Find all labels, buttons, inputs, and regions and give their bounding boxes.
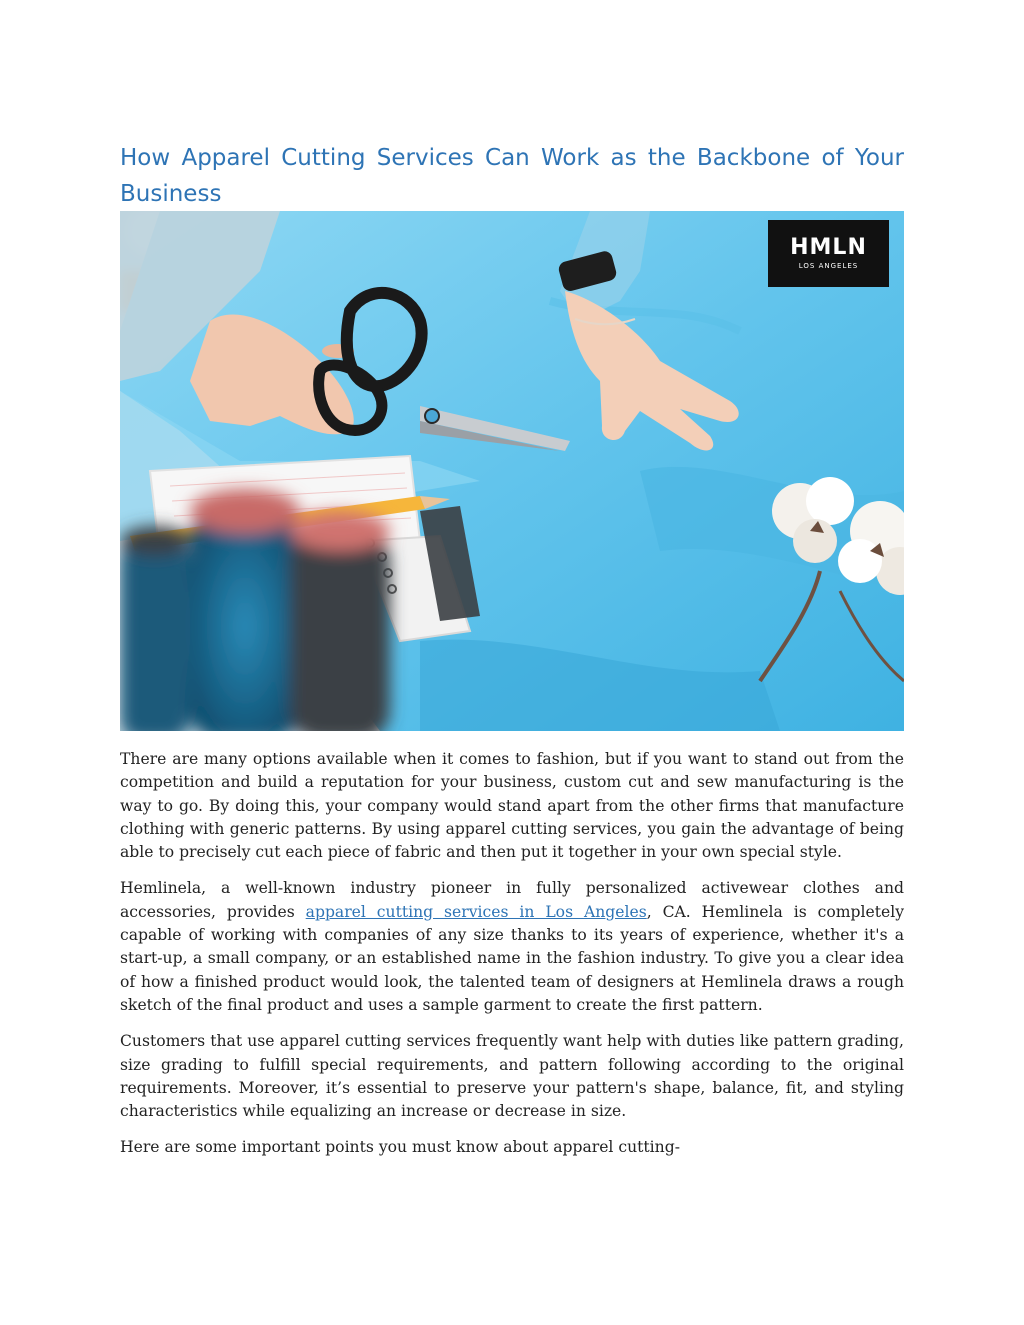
brand-logo (768, 220, 889, 287)
fabric-cutting-photo (120, 211, 904, 731)
paragraph-hemlinela (120, 877, 904, 1017)
document-page (120, 140, 904, 1173)
page-title: How Apparel Cutting Services Can Work as the Backbone of Your Business (120, 145, 904, 207)
hero-image (120, 211, 904, 731)
apparel-cutting-services-link[interactable]: apparel cutting services in Los Angeles (305, 902, 647, 921)
paragraph-points-intro: Here are some important points you must know about apparel cutting- (120, 1138, 680, 1157)
logo-location: LOS ANGELES (798, 262, 859, 270)
article-body (120, 748, 904, 1160)
paragraph-text: , CA. Hemlinela is completely capable of working with companies of any size thanks to its years of experience, whether it's a start-up, a small company, or an established name in the fashion industry. To give you a clear idea of how a finished product would look, the talented team of designers at Hemlinela draws a rough sketch of the final product and uses a sample garment to create the first pattern. (120, 902, 905, 1014)
paragraph-intro: There are many options available when it comes to fashion, but if you want to stand out from the competition and build a reputation for your business, custom cut and sew manufacturing is the way to go. By doing this, your company would stand apart from the other firms that manufacture clothing with generic patterns. By using apparel cutting services, you gain the advantage of being able to precisely cut each piece of fabric and then put it together in your own special style. (120, 750, 904, 862)
paragraph-customers: Customers that use apparel cutting services frequently want help with duties like pattern grading, size grading to fulfill special requirements, and pattern following according to the original requirements. Moreover, it’s essential to preserve your pattern's shape, balance, fit, and styling characteristics while equalizing an increase or decrease in size. (120, 1032, 904, 1121)
logo-wordmark: HMLN (790, 235, 867, 260)
paragraph-text: Hemlinela, a well-known industry pioneer in fully personalized activewear clothes and accessories, provides (120, 879, 904, 921)
